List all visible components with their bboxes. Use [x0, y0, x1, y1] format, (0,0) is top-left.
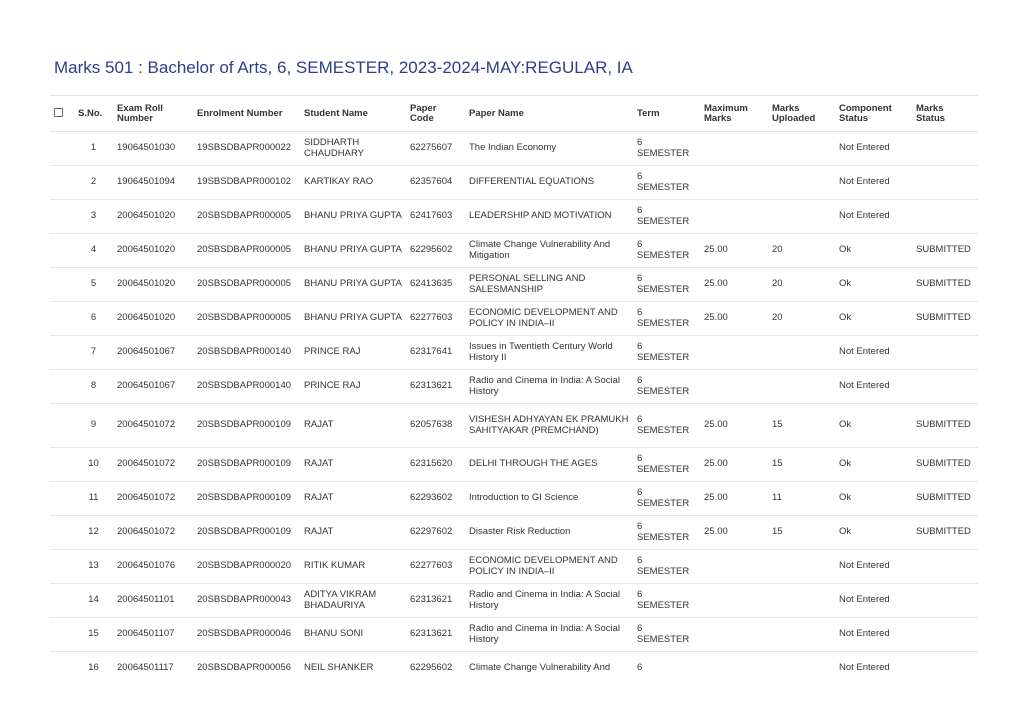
cell-marks-status [912, 370, 978, 404]
marks-table [50, 95, 978, 675]
cell-select [50, 404, 74, 448]
cell-paper-code: 62357604 [410, 176, 453, 188]
cell-exam-roll: 20064501107 [117, 628, 175, 640]
cell-component-status: Ok [839, 312, 852, 324]
cell-component-status: Ok [839, 244, 852, 256]
cell-exam-roll: 20064501020 [117, 312, 176, 324]
cell-enrolment: 20SBSDBAPR000020 [197, 560, 292, 572]
cell-paper-code: 62313621 [410, 594, 453, 606]
cell-term: 6 SEMESTER [637, 171, 690, 193]
cell-exam-roll: 20064501072 [117, 526, 176, 538]
cell-student-name: BHANU PRIYA GUPTA [304, 244, 402, 256]
col-header-term: Term [637, 107, 660, 119]
cell-term: 6 SEMESTER [637, 453, 690, 475]
cell-marks-status [912, 550, 978, 584]
cell-component-status: Not Entered [839, 380, 890, 392]
cell-exam-roll: 20064501020 [117, 244, 176, 256]
cell-sno: 2 [90, 176, 97, 188]
cell-paper-name: ECONOMIC DEVELOPMENT AND POLICY IN INDIA–II [469, 307, 618, 329]
cell-exam-roll: 20064501076 [117, 560, 176, 572]
cell-marks-status [912, 584, 978, 618]
cell-student-name: ADITYA VIKRAM BHADAURIYA [304, 589, 377, 611]
cell-marks-status [912, 200, 978, 234]
cell-student-name: NEIL SHANKER [304, 662, 374, 674]
cell-term: 6 SEMESTER [637, 589, 690, 611]
cell-component-status: Not Entered [839, 210, 890, 222]
table-row [50, 404, 978, 448]
cell-enrolment: 20SBSDBAPR000109 [197, 526, 292, 538]
cell-paper-code: 62297602 [410, 526, 453, 538]
select-all-cell [50, 96, 74, 132]
cell-student-name: RAJAT [304, 458, 334, 470]
cell-select [50, 516, 74, 550]
cell-marks-uploaded: 15 [772, 526, 783, 538]
cell-paper-code: 62417603 [410, 210, 453, 222]
cell-exam-roll: 20064501072 [117, 458, 176, 470]
cell-paper-name: Radio and Cinema in India: A Social History [469, 375, 621, 397]
cell-exam-roll: 20064501067 [117, 380, 176, 392]
cell-sno: 5 [90, 278, 97, 290]
cell-marks-uploaded [768, 132, 835, 166]
col-header-paper-code: Paper Code [410, 102, 437, 124]
cell-student-name: PRINCE RAJ [304, 346, 361, 358]
cell-paper-code: 62313621 [410, 628, 453, 640]
cell-paper-name: DELHI THROUGH THE AGES [469, 458, 598, 470]
table-row [50, 516, 978, 550]
cell-marks-status: SUBMITTED [916, 278, 971, 290]
cell-paper-code: 62277603 [410, 312, 453, 324]
cell-paper-code: 62295602 [410, 662, 453, 674]
cell-max-marks [700, 652, 768, 676]
cell-select [50, 482, 74, 516]
table-row [50, 550, 978, 584]
cell-marks-uploaded [768, 618, 835, 652]
cell-enrolment: 20SBSDBAPR000043 [197, 594, 292, 606]
cell-paper-name: DIFFERENTIAL EQUATIONS [469, 176, 595, 188]
cell-marks-uploaded [768, 200, 835, 234]
cell-student-name: BHANU PRIYA GUPTA [304, 210, 402, 222]
cell-exam-roll: 20064501072 [117, 419, 176, 431]
cell-paper-name: Disaster Risk Reduction [469, 526, 571, 538]
cell-student-name: KARTIKAY RAO [304, 176, 374, 188]
cell-select [50, 584, 74, 618]
cell-max-marks [700, 336, 768, 370]
cell-sno: 10 [88, 458, 99, 470]
cell-select [50, 448, 74, 482]
cell-max-marks [700, 584, 768, 618]
cell-max-marks: 25.00 [704, 526, 728, 538]
cell-paper-code: 62057638 [410, 419, 453, 431]
select-all-checkbox[interactable] [54, 108, 63, 117]
cell-sno: 12 [88, 526, 99, 538]
cell-term: 6 SEMESTER [637, 555, 690, 577]
cell-paper-code: 62313621 [410, 380, 453, 392]
cell-marks-uploaded: 20 [772, 312, 783, 324]
cell-student-name: RAJAT [304, 419, 334, 431]
cell-max-marks [700, 132, 768, 166]
cell-paper-name: The Indian Economy [469, 142, 557, 154]
cell-sno: 7 [90, 346, 97, 358]
cell-marks-status [912, 132, 978, 166]
cell-component-status: Not Entered [839, 346, 890, 358]
cell-component-status: Not Entered [839, 560, 890, 572]
cell-term: 6 SEMESTER [637, 137, 690, 159]
marks-table-container [50, 95, 978, 675]
table-row [50, 268, 978, 302]
cell-component-status: Ok [839, 419, 852, 431]
cell-marks-uploaded [768, 166, 835, 200]
cell-marks-status: SUBMITTED [916, 244, 971, 256]
col-header-max-marks: Maximum Marks [704, 102, 748, 124]
cell-paper-code: 62275607 [410, 142, 453, 154]
cell-paper-code: 62413635 [410, 278, 453, 290]
table-row [50, 234, 978, 268]
cell-exam-roll: 20064501117 [117, 662, 174, 674]
cell-marks-status: SUBMITTED [916, 526, 971, 538]
cell-student-name: BHANU PRIYA GUPTA [304, 312, 402, 324]
col-header-marks-uploaded: Marks Uploaded [772, 102, 816, 124]
cell-select [50, 132, 74, 166]
cell-term: 6 SEMESTER [637, 521, 690, 543]
cell-enrolment: 20SBSDBAPR000109 [197, 492, 292, 504]
cell-enrolment: 20SBSDBAPR000140 [197, 346, 292, 358]
cell-marks-uploaded [768, 652, 835, 676]
cell-marks-uploaded [768, 584, 835, 618]
cell-select [50, 550, 74, 584]
table-row [50, 200, 978, 234]
cell-exam-roll: 20064501067 [117, 346, 176, 358]
cell-marks-status: SUBMITTED [916, 419, 971, 431]
cell-paper-name: Climate Change Vulnerability And [469, 662, 611, 674]
cell-marks-uploaded [768, 370, 835, 404]
cell-component-status: Ok [839, 458, 852, 470]
cell-enrolment: 19SBSDBAPR000102 [197, 176, 292, 188]
cell-component-status: Ok [839, 278, 852, 290]
cell-marks-uploaded: 11 [772, 492, 782, 504]
cell-marks-status [912, 336, 978, 370]
cell-marks-uploaded: 20 [772, 278, 783, 290]
cell-term: 6 SEMESTER [637, 487, 690, 509]
col-header-paper-name: Paper Name [469, 107, 524, 119]
cell-term: 6 SEMESTER [637, 307, 690, 329]
cell-term: 6 [637, 662, 643, 674]
cell-exam-roll: 20064501020 [117, 210, 176, 222]
cell-sno: 11 [88, 492, 99, 504]
cell-term: 6 SEMESTER [637, 375, 690, 397]
cell-marks-status [912, 652, 978, 676]
table-body [50, 132, 978, 676]
cell-paper-code: 62293602 [410, 492, 453, 504]
table-row [50, 302, 978, 336]
cell-student-name: RITIK KUMAR [304, 560, 366, 572]
cell-max-marks: 25.00 [704, 244, 728, 256]
cell-exam-roll: 20064501072 [117, 492, 176, 504]
cell-exam-roll: 19064501030 [117, 142, 176, 154]
cell-paper-code: 62315620 [410, 458, 453, 470]
cell-paper-name: ECONOMIC DEVELOPMENT AND POLICY IN INDIA–II [469, 555, 618, 577]
cell-enrolment: 20SBSDBAPR000056 [197, 662, 292, 674]
cell-component-status: Not Entered [839, 628, 890, 640]
cell-marks-status [912, 166, 978, 200]
cell-marks-uploaded [768, 550, 835, 584]
cell-sno: 3 [90, 210, 97, 222]
cell-marks-status: SUBMITTED [916, 492, 971, 504]
cell-select [50, 234, 74, 268]
cell-paper-name: Climate Change Vulnerability And Mitigation [469, 239, 611, 261]
cell-sno: 15 [88, 628, 99, 640]
col-header-student: Student Name [304, 107, 368, 119]
cell-paper-name: VISHESH ADHYAYAN EK PRAMUKH SAHITYAKAR (PREMCHAND) [469, 414, 629, 436]
cell-paper-name: Radio and Cinema in India: A Social History [469, 623, 621, 645]
col-header-sno: S.No. [78, 107, 103, 119]
cell-component-status: Ok [839, 492, 852, 504]
cell-component-status: Not Entered [839, 594, 890, 606]
cell-term: 6 SEMESTER [637, 414, 690, 436]
cell-sno: 13 [88, 560, 99, 572]
cell-sno: 1 [90, 142, 97, 154]
cell-term: 6 SEMESTER [637, 623, 690, 645]
cell-term: 6 SEMESTER [637, 273, 690, 295]
cell-max-marks: 25.00 [704, 312, 728, 324]
cell-marks-uploaded: 15 [772, 458, 783, 470]
cell-component-status: Not Entered [839, 142, 890, 154]
cell-exam-roll: 20064501020 [117, 278, 176, 290]
cell-term: 6 SEMESTER [637, 341, 690, 363]
cell-max-marks [700, 550, 768, 584]
cell-exam-roll: 20064501101 [117, 594, 175, 606]
cell-select [50, 618, 74, 652]
cell-paper-name: PERSONAL SELLING AND SALESMANSHIP [469, 273, 586, 295]
cell-component-status: Ok [839, 526, 852, 538]
page-title: Marks 501 : Bachelor of Arts, 6, SEMESTER, 2023-2024-MAY:REGULAR, IA [54, 58, 633, 77]
cell-sno: 16 [88, 662, 99, 674]
cell-select [50, 200, 74, 234]
cell-marks-status [912, 618, 978, 652]
cell-enrolment: 20SBSDBAPR000046 [197, 628, 292, 640]
cell-enrolment: 20SBSDBAPR000005 [197, 278, 292, 290]
cell-student-name: BHANU SONI [304, 628, 364, 640]
cell-select [50, 336, 74, 370]
cell-term: 6 SEMESTER [637, 239, 690, 261]
cell-select [50, 370, 74, 404]
cell-max-marks: 25.00 [704, 278, 728, 290]
cell-student-name: PRINCE RAJ [304, 380, 361, 392]
cell-select [50, 166, 74, 200]
cell-sno: 9 [90, 419, 97, 431]
cell-max-marks: 25.00 [704, 492, 728, 504]
cell-marks-uploaded [768, 336, 835, 370]
table-row [50, 132, 978, 166]
table-row [50, 448, 978, 482]
cell-paper-name: Issues in Twentieth Century World History II [469, 341, 613, 363]
cell-paper-code: 62317641 [410, 346, 453, 358]
col-header-enrolment: Enrolment Number [197, 107, 283, 119]
cell-select [50, 302, 74, 336]
table-header-row [50, 96, 978, 132]
cell-enrolment: 20SBSDBAPR000140 [197, 380, 292, 392]
table-row [50, 584, 978, 618]
table-row [50, 370, 978, 404]
cell-student-name: SIDDHARTH CHAUDHARY [304, 137, 365, 159]
table-row [50, 618, 978, 652]
cell-paper-name: Introduction to GI Science [469, 492, 579, 504]
cell-enrolment: 20SBSDBAPR000109 [197, 419, 292, 431]
cell-paper-name: Radio and Cinema in India: A Social History [469, 589, 621, 611]
table-row [50, 482, 978, 516]
cell-enrolment: 20SBSDBAPR000109 [197, 458, 292, 470]
cell-enrolment: 19SBSDBAPR000022 [197, 142, 292, 154]
cell-enrolment: 20SBSDBAPR000005 [197, 244, 292, 256]
cell-max-marks [700, 370, 768, 404]
cell-paper-code: 62277603 [410, 560, 453, 572]
cell-student-name: RAJAT [304, 526, 334, 538]
col-header-marks-status: Marks Status [916, 102, 946, 124]
cell-sno: 8 [90, 380, 97, 392]
col-header-exam-roll: Exam Roll Number [117, 102, 163, 124]
table-row [50, 336, 978, 370]
cell-marks-uploaded: 15 [772, 419, 783, 431]
cell-max-marks: 25.00 [704, 419, 728, 431]
cell-student-name: RAJAT [304, 492, 334, 504]
cell-select [50, 268, 74, 302]
table-row [50, 166, 978, 200]
cell-term: 6 SEMESTER [637, 205, 690, 227]
cell-sno: 14 [88, 594, 99, 606]
cell-student-name: BHANU PRIYA GUPTA [304, 278, 402, 290]
cell-paper-code: 62295602 [410, 244, 453, 256]
cell-marks-status: SUBMITTED [916, 458, 971, 470]
cell-enrolment: 20SBSDBAPR000005 [197, 312, 292, 324]
table-row [50, 652, 978, 676]
cell-sno: 6 [90, 312, 97, 324]
col-header-component-status: Component Status [839, 102, 892, 124]
cell-select [50, 652, 74, 676]
cell-marks-status: SUBMITTED [916, 312, 971, 324]
cell-max-marks [700, 618, 768, 652]
cell-enrolment: 20SBSDBAPR000005 [197, 210, 292, 222]
cell-max-marks: 25.00 [704, 458, 728, 470]
cell-component-status: Not Entered [839, 176, 890, 188]
cell-exam-roll: 19064501094 [117, 176, 176, 188]
cell-marks-uploaded: 20 [772, 244, 783, 256]
cell-max-marks [700, 166, 768, 200]
cell-max-marks [700, 200, 768, 234]
cell-component-status: Not Entered [839, 662, 890, 674]
cell-paper-name: LEADERSHIP AND MOTIVATION [469, 210, 612, 222]
cell-sno: 4 [90, 244, 97, 256]
